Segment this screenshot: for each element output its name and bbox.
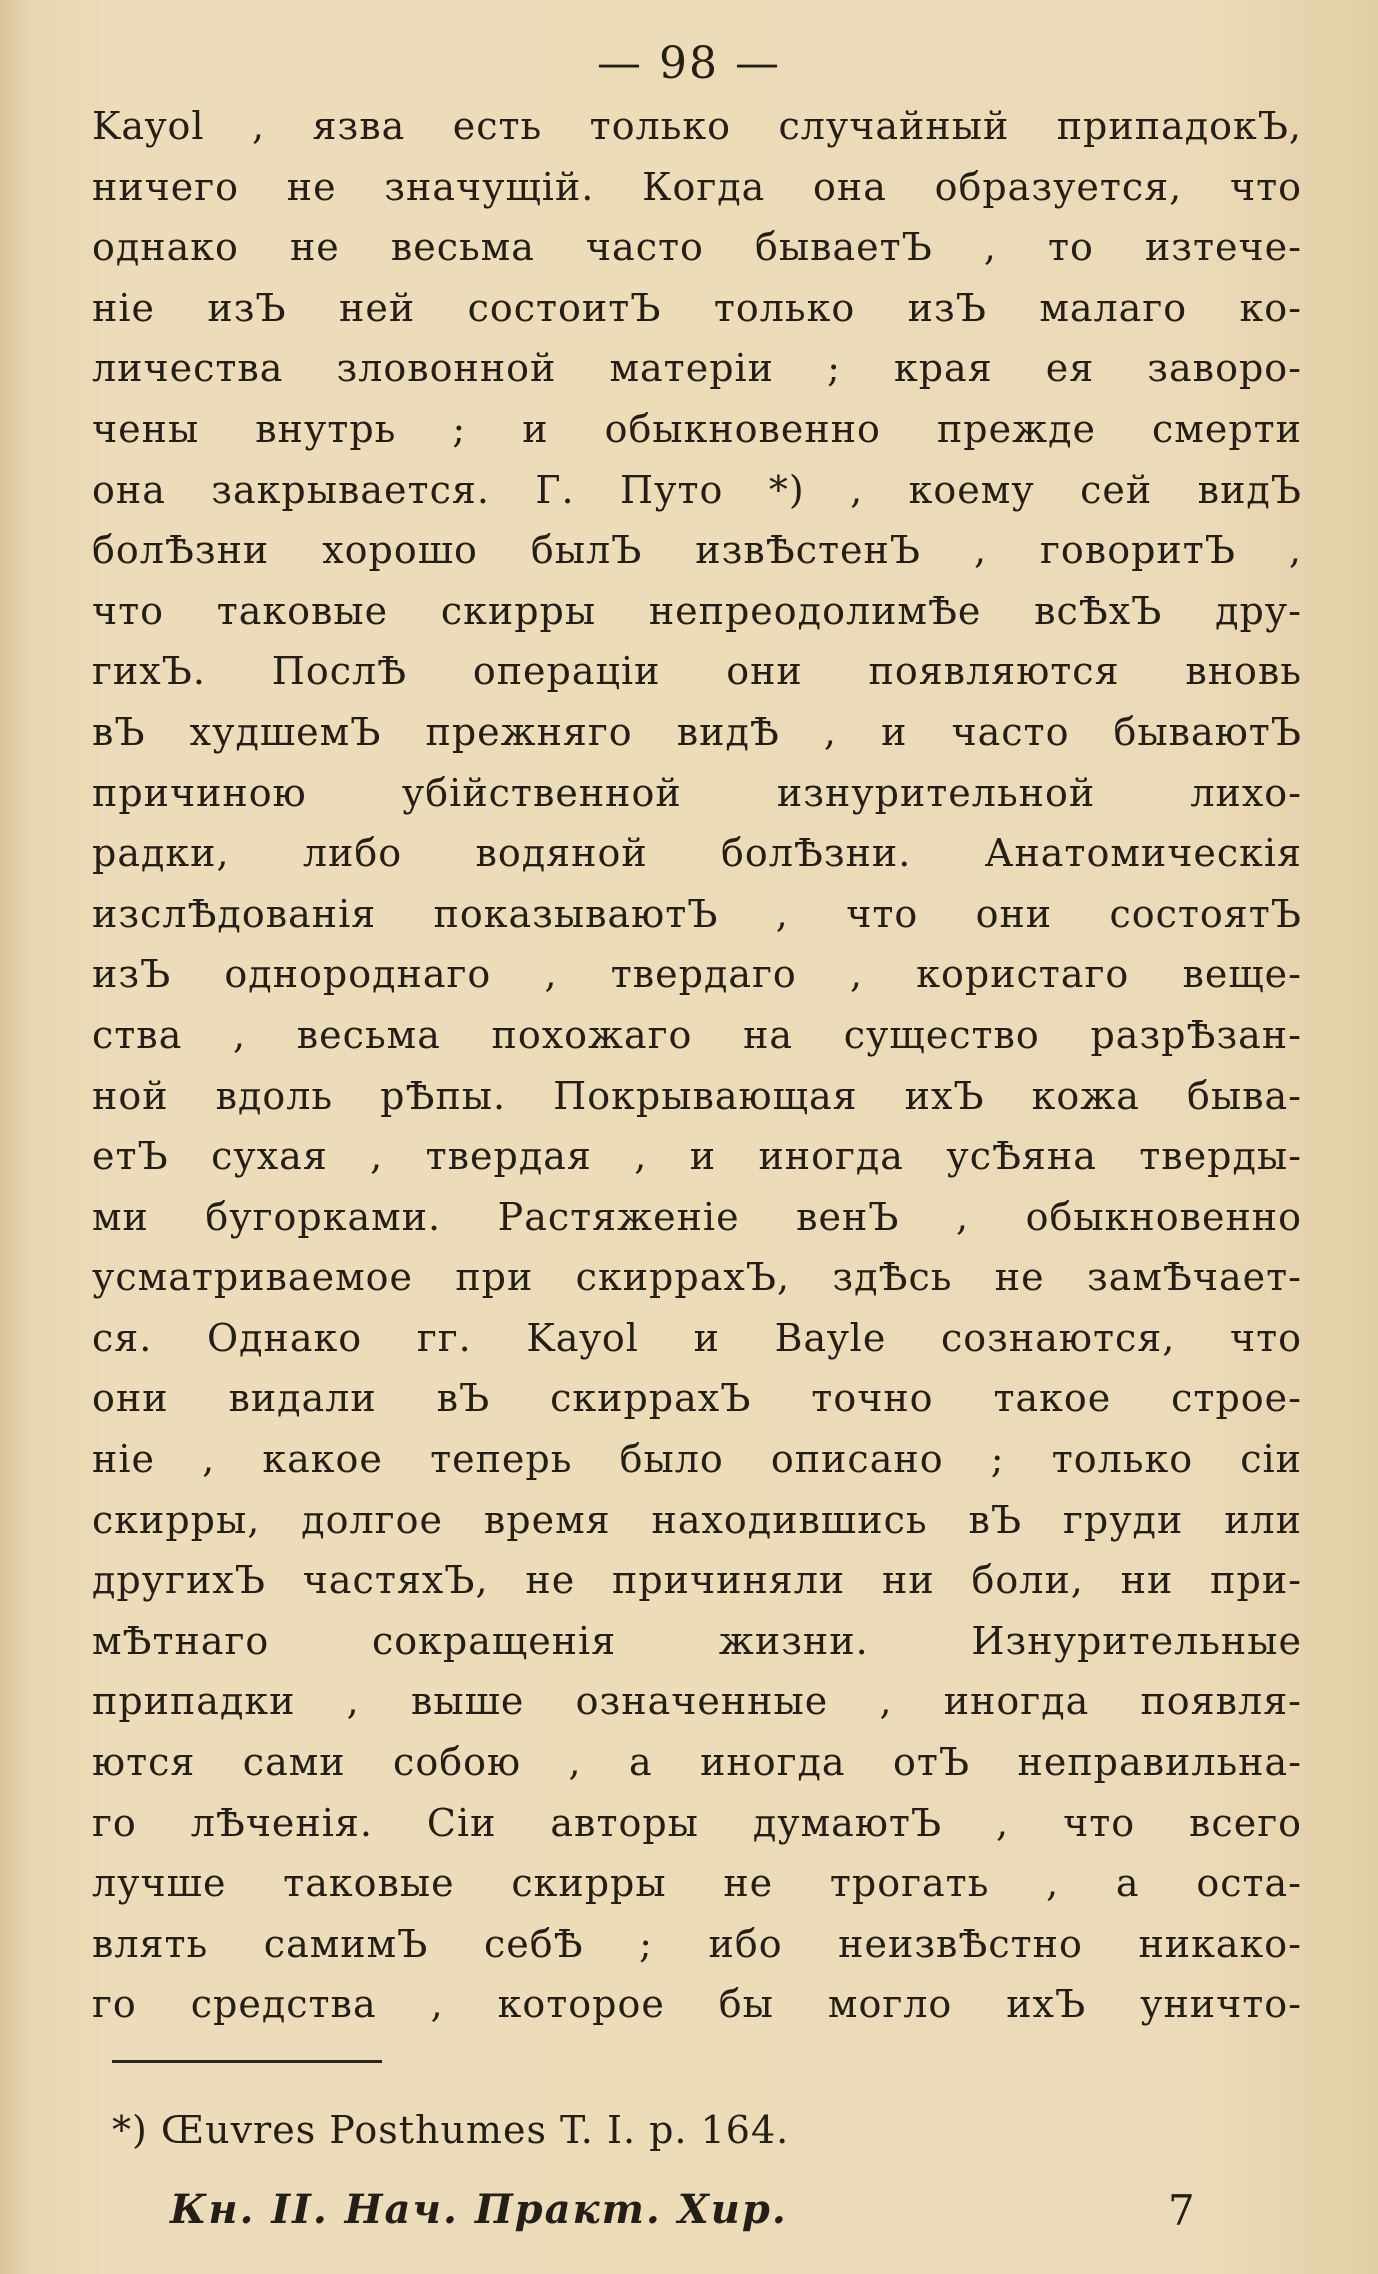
text-line: однако не весьма часто бываетЪ , то изтече- bbox=[92, 225, 1302, 270]
text-line: изЪ однороднаго , твердаго , користаго веще- bbox=[92, 952, 1302, 997]
text-line: чены внутрь ; и обыкновенно прежде смерти bbox=[92, 406, 1302, 451]
text-line: мѢтнаго сокращенія жизни. Изнурительные bbox=[92, 1618, 1302, 1663]
text-line: ничего не значущій. Когда она образуется, что bbox=[92, 164, 1302, 209]
text-line: другихЪ частяхЪ, не причиняли ни боли, ни при- bbox=[92, 1558, 1302, 1603]
text-line: Kayol , язва есть только случайный припадокЪ, bbox=[92, 104, 1302, 148]
text-line: она закрывается. Г. Путо *) , коему сей видЪ bbox=[92, 467, 1302, 512]
text-line: они видали вЪ скиррахЪ точно такое строе- bbox=[92, 1376, 1302, 1421]
text-line: етЪ сухая , твердая , и иногда усѢяна тверды- bbox=[92, 1134, 1302, 1179]
page-number: — 98 — bbox=[597, 38, 781, 89]
text-line: го средства , которое бы могло ихЪ уничто- bbox=[92, 1982, 1302, 2027]
text-line: причиною убійственной изнурительной лихо- bbox=[92, 770, 1302, 815]
text-line: усматриваемое при скиррахЪ, здѢсь не замѢчает- bbox=[92, 1255, 1302, 1300]
text-line: лучше таковые скирры не трогать , а оста- bbox=[92, 1861, 1302, 1906]
text-line: ются сами собою , а иногда отЪ неправильна- bbox=[92, 1740, 1302, 1785]
text-line: изслѢдованія показываютЪ , что они состоятЪ bbox=[92, 891, 1302, 936]
text-line: ми бугорками. Растяженіе венЪ , обыкновенно bbox=[92, 1194, 1302, 1239]
text-line: ся. Однако гг. Kayol и Bayle сознаются, что bbox=[92, 1315, 1302, 1360]
footnote-rule bbox=[112, 2060, 382, 2063]
text-line: го лѢченія. Сіи авторы думаютЪ , что всего bbox=[92, 1800, 1302, 1845]
text-line: ства , весьма похожаго на существо разрѢзан- bbox=[92, 1012, 1302, 1057]
sheet-number: 7 bbox=[1168, 2186, 1195, 2235]
text-line: личества зловонной матеріи ; края ея заворо- bbox=[92, 346, 1302, 391]
text-line: радки, либо водяной болѢзни. Анатомическія bbox=[92, 831, 1302, 876]
text-line: ной вдоль рѢпы. Покрывающая ихЪ кожа быва- bbox=[92, 1073, 1302, 1118]
text-line: болѢзни хорошо былЪ извѢстенЪ , говоритЪ , bbox=[92, 528, 1302, 573]
text-line: ніе , какое теперь было описано ; только сіи bbox=[92, 1437, 1302, 1482]
text-line: влять самимЪ себѢ ; ибо неизвѢстно никако- bbox=[92, 1921, 1302, 1966]
text-line: гихЪ. ПослѢ операціи они появляются вновь bbox=[92, 649, 1302, 694]
text-line: ніе изЪ ней состоитЪ только изЪ малаго ко- bbox=[92, 285, 1302, 330]
signature-mark: Кн. II. Нач. Практ. Хир. bbox=[170, 2186, 788, 2233]
body-text bbox=[92, 96, 1302, 2035]
text-line: скирры, долгое время находившись вЪ груди или bbox=[92, 1497, 1302, 1542]
text-line: припадки , выше означенные , иногда появля- bbox=[92, 1679, 1302, 1724]
footnote: *) Œuvres Posthumes T. I. p. 164. bbox=[112, 2108, 790, 2152]
text-line: вЪ худшемЪ прежняго видѢ , и часто бываютЪ bbox=[92, 709, 1302, 754]
text-line: что таковые скирры непреодолимѢе всѢхЪ дру- bbox=[92, 588, 1302, 633]
